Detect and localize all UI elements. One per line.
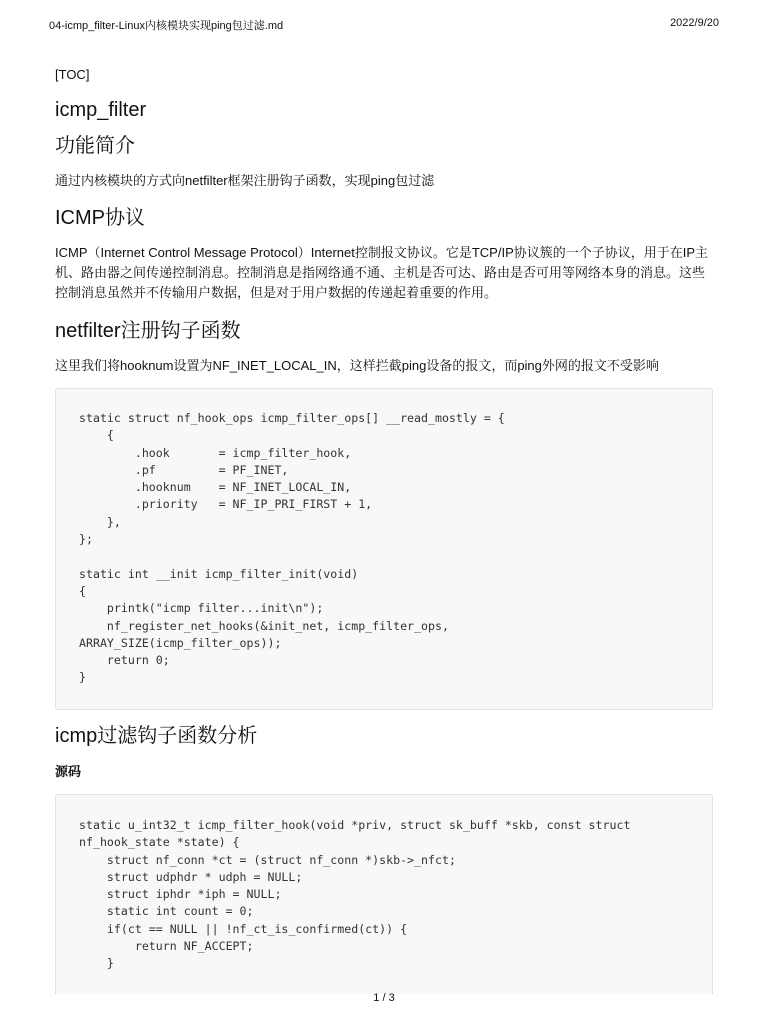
paragraph-features: 通过内核模块的方式向netfilter框架注册钩子函数，实现ping包过滤 xyxy=(55,173,435,188)
page-title: icmp_filter xyxy=(55,99,147,121)
code-register-text: static struct nf_hook_ops icmp_filter_ops[] __read_mostly = { { .hook = icmp_filter_hook, .pf = PF_INET, .hooknum = NF_INET_LOCAL_IN, .priority = NF_IP_PRI_FIRST + 1, }, }; static int __init icmp_filter_init(void) { printk("icmp filter...init\n"); nf_register_net_hooks(&init_net, icmp_filter_ops, ARRAY_SIZE(icmp_filter_ops)); return 0; } xyxy=(79,411,505,685)
code-block-register xyxy=(55,388,713,710)
code-block-hook xyxy=(55,794,713,994)
heading-netfilter: netfilter注册钩子函数 xyxy=(55,320,241,342)
heading-hook-analysis: icmp过滤钩子函数分析 xyxy=(55,725,258,747)
heading-features: 功能简介 xyxy=(55,135,135,157)
toc-marker: [TOC] xyxy=(55,67,90,82)
paragraph-icmp: ICMP（Internet Control Message Protocol）Internet控制报文协议。它是TCP/IP协议簇的一个子协议，用于在IP主机、路由器之间传递控制消息。控制消息是指网络通不通、主机是否可达、路由是否可用等网络本身的消息。这些控制消息虽然并不传输用户数据，但是对于用户数据的传递起着重要的作用。 xyxy=(55,245,709,300)
document-file-title: 04-icmp_filter-Linux内核模块实现ping包过滤.md xyxy=(49,20,284,32)
code-hook-text: static u_int32_t icmp_filter_hook(void *priv, struct sk_buff *skb, const struct nf_hook_state *state) { struct nf_conn *ct = (struct nf_conn *)skb->_nfct; struct udphdr * udph = NULL; struct iphdr *iph = NULL; static int count = 0; if(ct == NULL || !nf_ct_is_confirmed(ct)) { return NF_ACCEPT; } xyxy=(79,818,631,971)
document-date: 2022/9/20 xyxy=(670,17,719,29)
page-number: 1 / 3 xyxy=(373,992,395,1004)
heading-icmp: ICMP协议 xyxy=(55,207,145,229)
paragraph-netfilter: 这里我们将hooknum设置为NF_INET_LOCAL_IN，这样拦截ping设备的报文，而ping外网的报文不受影响 xyxy=(55,358,659,373)
subheading-source: 源码 xyxy=(55,764,82,779)
